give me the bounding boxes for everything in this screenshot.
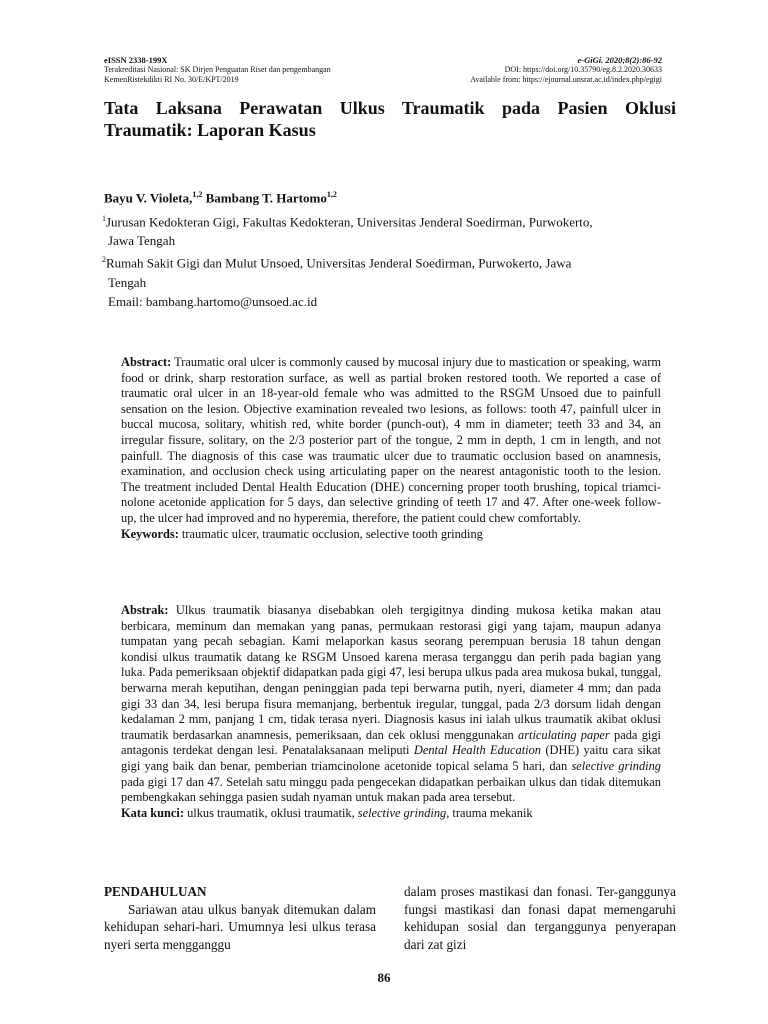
citation: e-GiGi. 2020;8(2):86-92 bbox=[577, 55, 662, 65]
corresponding-email[interactable]: Email: bambang.hartomo@unsoed.ac.id bbox=[108, 293, 318, 309]
abstract-text: Traumatic oral ulcer is commonly caused by mucosal injury due to mastication or speaking, warm food or drink, sharp restoration surface, as well as partial broken restored tooth. We reported a case of traumatic oral ulcer in an 18-year-old female who was admitted to the RSGM Unsoed due to painfull sensation on the lesion. Objective examination revealed two lesions, as follows: tooth 47, painfull ulcer in buccal mucosa, solitary, whitish red, white border (punch-out), 4 mm in diameter; teeth 33 and 34, an irregular fissure, solitary, on the 2/3 posterior part of the tongue, 2 mm in depth, 1 cm in length, and not painfull. The diagnosis of this case was traumatic ulcer due to traumatic occlusion based on anamnesis, examination, and occlusion check using articulating paper on the nearest antagonistic tooth to the lesion. The treatment included Dental Health Education (DHE) concerning proper tooth brushing, topical triamci-nolone acetonide application for 5 days, dan selective grinding of teeth 17 and 47. After one-week follow-up, the ulcer had improved and no hyperemia, therefore, the patient could chew comfortably. bbox=[121, 355, 661, 525]
author-1-affil: 1,2 bbox=[192, 190, 203, 199]
kata-kunci-text-1: ulkus traumatik, oklusi traumatik, bbox=[184, 805, 358, 820]
keywords-label: Keywords: bbox=[121, 526, 179, 541]
journal-header-left bbox=[104, 55, 331, 85]
affil-1-marker: 1 bbox=[102, 214, 106, 223]
affil-1-line-2: Jawa Tengah bbox=[108, 233, 176, 249]
author-list bbox=[104, 190, 337, 206]
affiliations bbox=[102, 209, 682, 311]
affil-2-line-1: Rumah Sakit Gigi dan Mulut Unsoed, Universitas Jenderal Soedirman, Purwokerto, Jawa bbox=[106, 255, 572, 271]
author-2: Bambang T. Hartomo bbox=[202, 190, 327, 206]
issn: eISSN 2338-199X bbox=[104, 55, 168, 65]
available-link[interactable]: Available from: https://ejournal.unsrat.ac.id/index.php/egigi bbox=[470, 75, 662, 84]
abstract-indonesian bbox=[121, 603, 661, 821]
abstrak-italic-2: Dental Health Education bbox=[413, 743, 541, 758]
kata-kunci-text-2: , trauma mekanik bbox=[446, 805, 533, 820]
author-2-affil: 1,2 bbox=[326, 190, 337, 199]
page-number: 86 bbox=[377, 970, 391, 985]
abstract-english bbox=[121, 355, 661, 542]
abstrak-text-2: pada gigi antagonis terdekat dengan lesi. Penatalaksanaan meliputi bbox=[121, 727, 661, 758]
affil-1-line-1: Jurusan Kedokteran Gigi, Fakultas Kedokteran, Universitas Jenderal Soedirman, Purwokerto, bbox=[106, 214, 593, 230]
abstrak-text-1: Ulkus traumatik biasanya disebabkan oleh tergigitnya dinding mukosa ketika makan atau berbicara, meminum dan memakan yang panas, permukaan restorasi gigi yang tajam, maupun adanya tumpatan yang pecah sebagian. Kami melaporkan kasus seorang perempuan berusia 18 tahun dengan kondisi ulkus traumatik datang ke RSGM Unsoed karena merasa terganggu dan perih pada bagian yang luka. Pada pemeriksaan objektif didapatkan pada gigi 47, lesi berupa ulkus pada area mukosa bukal, tunggal, berwarna merah keputihan, dengan peninggian pada tepi berwarna putih, nyeri, diameter 4 mm; dan pada gigi 33 dan 34, lesi berupa fisura memanjang, berbentuk iregular, tunggal, pada 2/3 dorsum lidah dengan kedalaman 2 mm, panjang 1 cm, tidak terasa nyeri. Diagnosis kasus ini ialah ulkus traumatik akibat oklusi traumatik berdasarkan anamnesis, pemeriksaan, dan cek oklusi menggunakan bbox=[121, 603, 661, 742]
section-heading: PENDAHULUAN bbox=[104, 884, 207, 899]
abstract-label: Abstract: bbox=[121, 355, 172, 369]
journal-header-right bbox=[470, 55, 662, 85]
affil-2-marker: 2 bbox=[102, 255, 106, 265]
abstrak-text-3: (DHE) yaitu cara sikat gigi yang baik dan benar, pemberian triamcinolone acetonide topical selama 5 hari, dan bbox=[121, 743, 661, 773]
paper-title: Tata Laksana Perawatan Ulkus Traumatik pada Pasien Oklusi Traumatik: Laporan Kasus bbox=[104, 98, 676, 140]
body-paragraph-left: Sariawan atau ulkus banyak ditemukan dalam kehidupan sehari-hari. Umumnya lesi ulkus terasa nyeri serta mengganggu bbox=[104, 901, 376, 952]
kata-kunci-italic: selective grinding bbox=[357, 805, 447, 820]
kata-kunci-label: Kata kunci: bbox=[121, 805, 184, 820]
affil-2-line-2: Tengah bbox=[108, 274, 147, 290]
keywords-text: traumatic ulcer, traumatic occlusion, selective tooth grinding bbox=[178, 526, 483, 541]
author-1: Bayu V. Violeta, bbox=[104, 190, 193, 206]
abstrak-text-4: pada gigi 17 dan 47. Setelah satu minggu pada pengecekan didapatkan perbaikan ulkus dan tidak ditemukan pembengkakan sehingga pasien sudah nyaman untuk makan pada area tersebut. bbox=[121, 774, 661, 805]
abstrak-italic-1: articulating paper bbox=[518, 727, 610, 742]
doi-link[interactable]: DOI: https://doi.org/10.35790/eg.8.2.2020.30633 bbox=[504, 65, 662, 74]
body-column-left bbox=[104, 883, 376, 953]
abstrak-italic-3: selective grinding bbox=[571, 758, 661, 773]
body-column-right bbox=[404, 883, 676, 953]
accreditation-line-2: KemenRistekdikti RI No. 30/E/KPT/2019 bbox=[104, 75, 239, 84]
body-paragraph-right: dalam proses mastikasi dan fonasi. Ter-ganggunya fungsi mastikasi dan fonasi dapat memengaruhi kehidupan sosial dan terganggunya penyerapan dari zat gizi bbox=[404, 884, 676, 952]
accreditation-line-1: Terakreditasi Nasional: SK Dirjen Penguatan Riset dan pengembangan bbox=[104, 65, 331, 74]
abstrak-label: Abstrak: bbox=[121, 603, 169, 617]
